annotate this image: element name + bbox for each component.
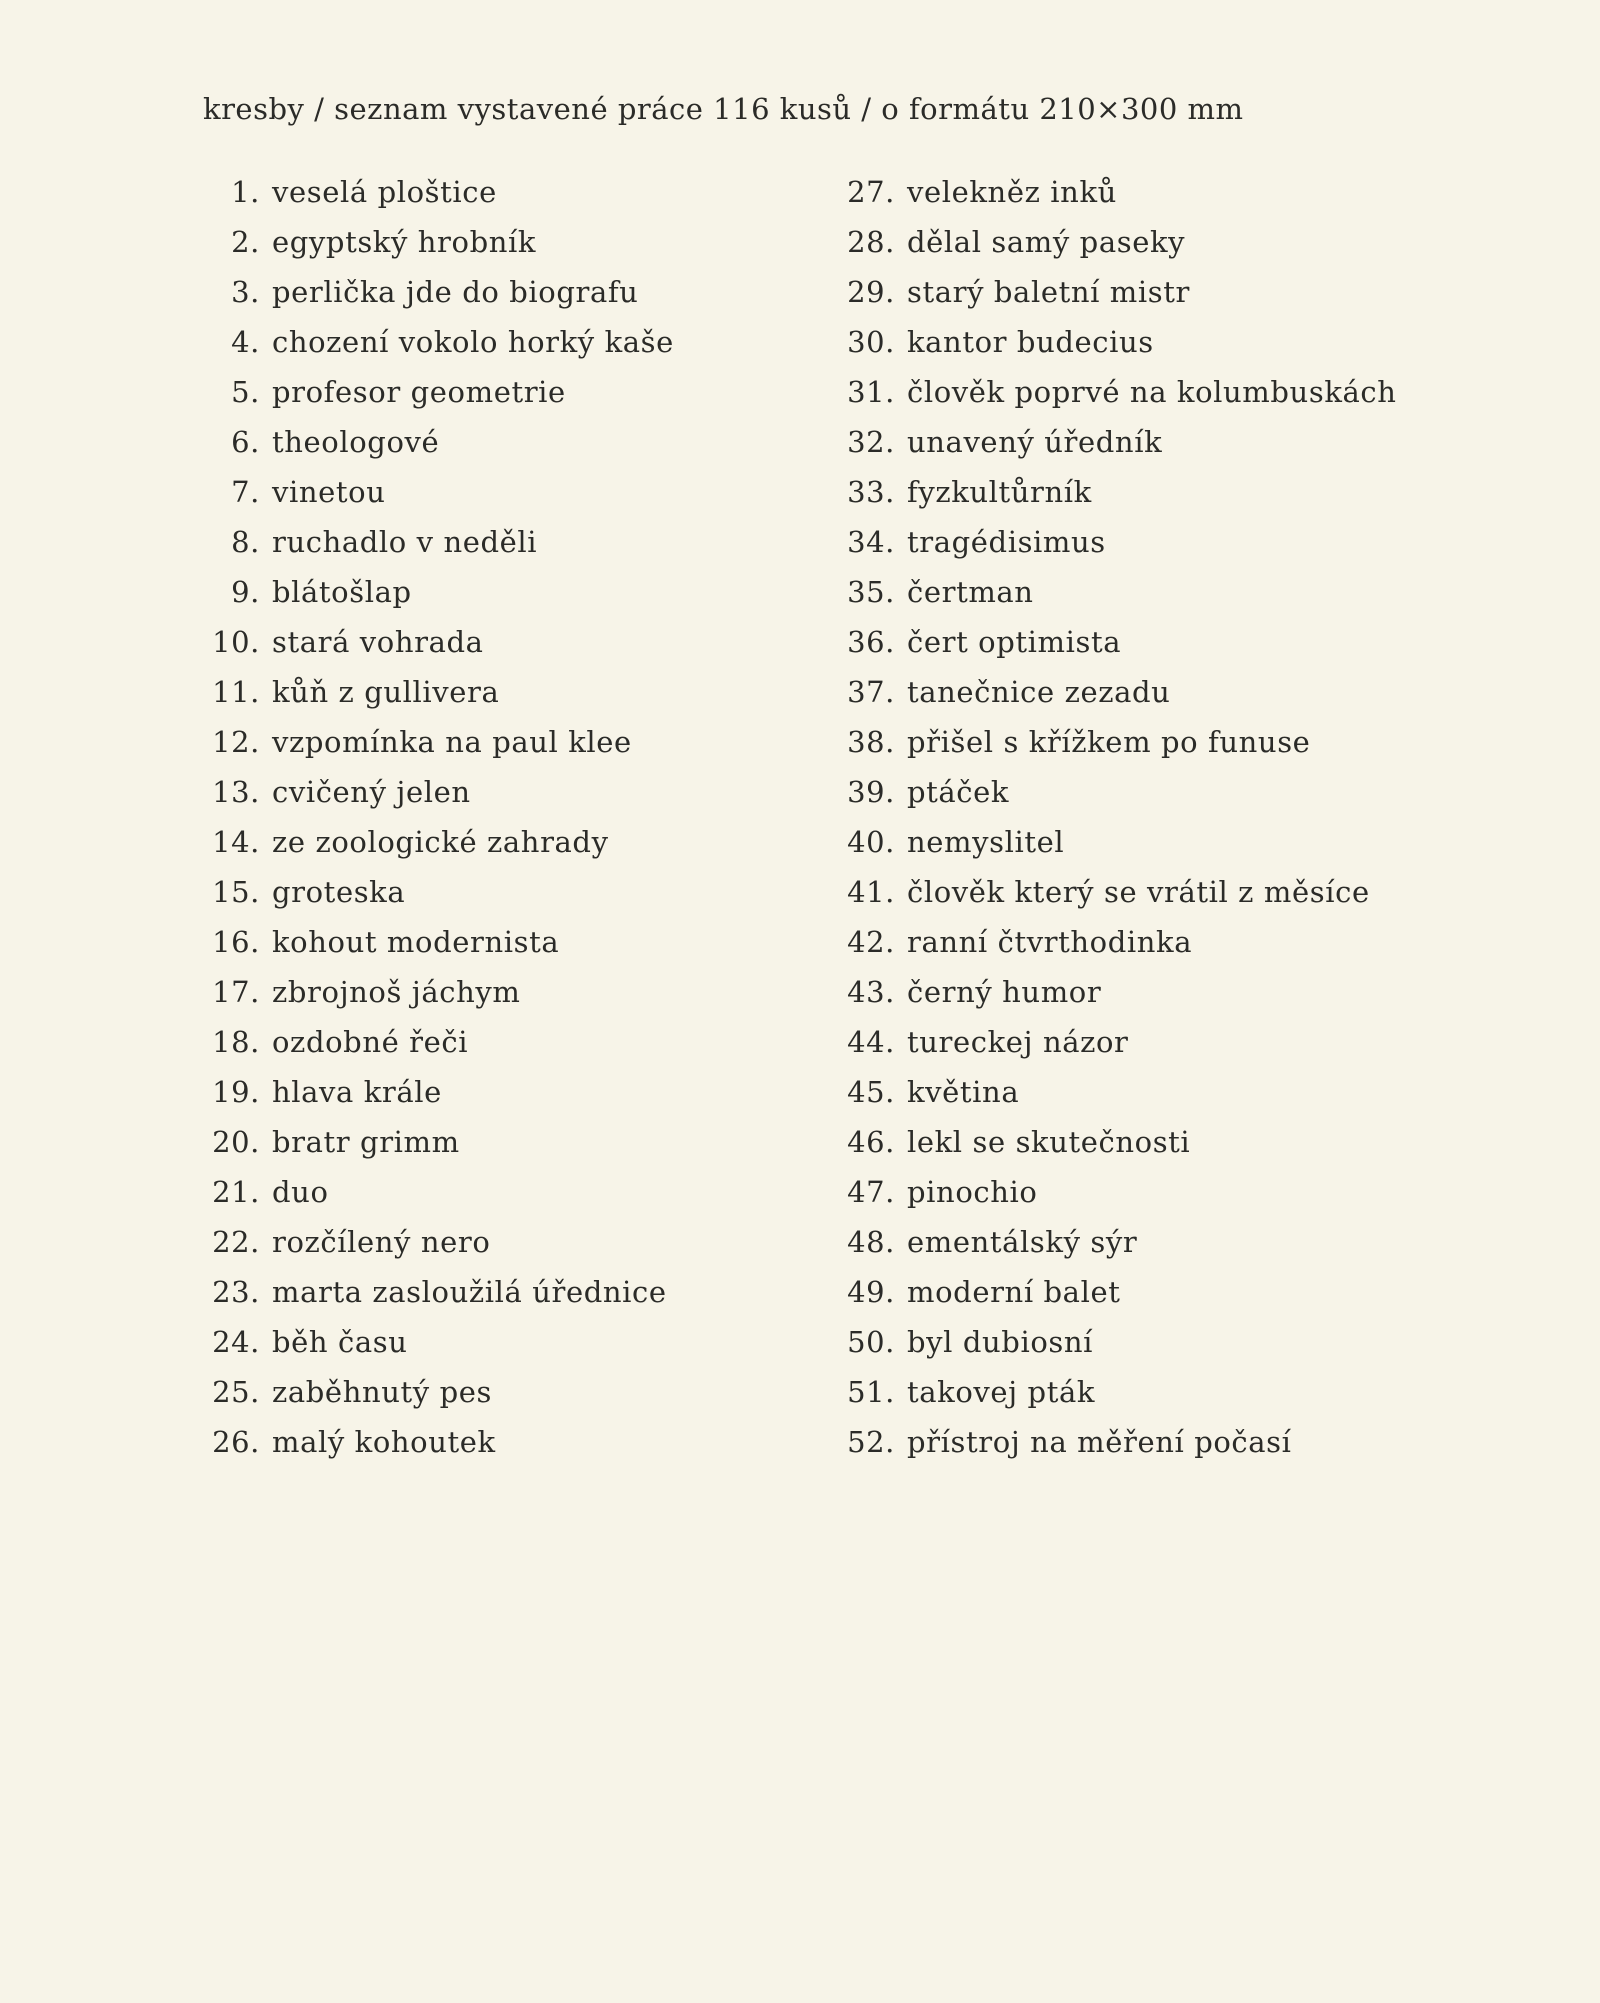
item-title: květina [907,1075,1020,1109]
list-item [190,1367,674,1417]
item-number: 22. [212,1225,260,1259]
item-number: 41. [847,875,895,909]
item-title: ptáček [907,775,1010,809]
item-number: 26. [212,1425,260,1459]
item-title: tanečnice zezadu [907,675,1171,709]
item-number: 51. [847,1375,895,1409]
item-number: 33. [847,475,895,509]
item-number: 8. [231,525,260,559]
item-number: 20. [212,1125,260,1159]
list-item [190,367,674,417]
item-number: 5. [231,375,260,409]
list-item [190,817,674,867]
item-number: 48. [847,1225,895,1259]
list-item [840,317,1397,367]
item-title: malý kohoutek [272,1425,496,1459]
list-item [840,767,1397,817]
item-number: 14. [212,825,260,859]
item-title: kůň z gullivera [272,675,500,709]
item-title: duo [272,1175,329,1209]
item-number: 19. [212,1075,260,1109]
item-number: 43. [847,975,895,1009]
item-number: 52. [847,1425,895,1459]
item-number: 42. [847,925,895,959]
item-title: přišel s křížkem po funuse [907,725,1311,759]
list-item [840,967,1397,1017]
list-item [190,267,674,317]
item-number: 45. [847,1075,895,1109]
list-item [840,217,1397,267]
item-title: takovej pták [907,1375,1096,1409]
item-number: 25. [212,1375,260,1409]
list-item [840,417,1397,467]
item-number: 28. [847,225,895,259]
item-title: starý baletní mistr [907,275,1190,309]
list-item [190,617,674,667]
item-title: theologové [272,425,440,459]
list-item [840,1217,1397,1267]
item-number: 37. [847,675,895,709]
item-title: groteska [272,875,406,909]
item-title: fyzkultůrník [907,475,1092,509]
item-title: veselá ploštice [272,175,497,209]
item-number: 21. [212,1175,260,1209]
item-title: člověk který se vrátil z měsíce [907,875,1370,909]
item-title: rozčílený nero [272,1225,491,1259]
item-title: tureckej názor [907,1025,1129,1059]
right-column-list [840,167,1397,1467]
item-number: 16. [212,925,260,959]
list-item [190,1017,674,1067]
item-number: 3. [231,275,260,309]
list-item [190,317,674,367]
list-item [840,1417,1397,1467]
item-title: bratr grimm [272,1125,460,1159]
list-item [840,667,1397,717]
item-number: 29. [847,275,895,309]
item-title: vinetou [272,475,386,509]
item-number: 11. [212,675,260,709]
item-title: velekněz inků [907,175,1117,209]
item-number: 4. [231,325,260,359]
item-number: 49. [847,1275,895,1309]
list-heading: kresby / seznam vystavené práce 116 kusů / o formátu 210×300 mm [203,92,1244,126]
list-item [840,167,1397,217]
list-item [840,1367,1397,1417]
list-item [190,517,674,567]
list-item [840,817,1397,867]
list-item [190,1167,674,1217]
item-number: 32. [847,425,895,459]
item-title: unavený úředník [907,425,1163,459]
item-number: 36. [847,625,895,659]
item-title: ruchadlo v neděli [272,525,538,559]
item-number: 1. [231,175,260,209]
list-item [840,1117,1397,1167]
item-title: profesor geometrie [272,375,566,409]
item-title: hlava krále [272,1075,442,1109]
list-item [840,367,1397,417]
item-title: člověk poprvé na kolumbuskách [907,375,1397,409]
item-number: 27. [847,175,895,209]
list-item [840,1017,1397,1067]
list-item [840,617,1397,667]
item-number: 30. [847,325,895,359]
list-item [190,717,674,767]
item-number: 15. [212,875,260,909]
item-title: vzpomínka na paul klee [272,725,632,759]
item-title: zaběhnutý pes [272,1375,492,1409]
item-title: tragédisimus [907,525,1106,559]
item-number: 18. [212,1025,260,1059]
list-item [190,1067,674,1117]
item-title: blátošlap [272,575,412,609]
list-item [190,567,674,617]
item-title: čertman [907,575,1034,609]
list-item [190,467,674,517]
list-item [190,917,674,967]
item-number: 34. [847,525,895,559]
list-item [190,1217,674,1267]
item-number: 13. [212,775,260,809]
item-number: 23. [212,1275,260,1309]
list-item [840,467,1397,517]
item-title: marta zasloužilá úřednice [272,1275,667,1309]
item-title: perlička jde do biografu [272,275,639,309]
list-item [190,217,674,267]
item-title: chození vokolo horký kaše [272,325,674,359]
item-number: 50. [847,1325,895,1359]
item-title: pinochio [907,1175,1038,1209]
item-title: lekl se skutečnosti [907,1125,1191,1159]
list-item [190,1117,674,1167]
item-title: ementálský sýr [907,1225,1138,1259]
item-title: egyptský hrobník [272,225,537,259]
item-number: 38. [847,725,895,759]
list-item [190,417,674,467]
item-number: 46. [847,1125,895,1159]
list-item [840,1267,1397,1317]
item-number: 2. [231,225,260,259]
item-number: 35. [847,575,895,609]
item-number: 17. [212,975,260,1009]
list-item [190,967,674,1017]
list-item [840,917,1397,967]
list-item [840,267,1397,317]
item-title: kantor budecius [907,325,1154,359]
item-title: kohout modernista [272,925,560,959]
list-item [190,767,674,817]
list-item [840,567,1397,617]
item-title: moderní balet [907,1275,1121,1309]
list-item [190,167,674,217]
list-item [840,1167,1397,1217]
item-number: 24. [212,1325,260,1359]
list-item [190,1267,674,1317]
list-item [840,1317,1397,1367]
list-item [840,517,1397,567]
item-title: běh času [272,1325,408,1359]
item-title: stará vohrada [272,625,484,659]
item-title: dělal samý paseky [907,225,1186,259]
item-title: ze zoologické zahrady [272,825,609,859]
list-item [190,1417,674,1467]
item-number: 9. [231,575,260,609]
item-title: nemyslitel [907,825,1065,859]
list-item [190,867,674,917]
item-title: černý humor [907,975,1102,1009]
item-number: 47. [847,1175,895,1209]
item-title: ozdobné řeči [272,1025,469,1059]
item-number: 10. [212,625,260,659]
item-title: zbrojnoš jáchym [272,975,521,1009]
list-item [840,717,1397,767]
left-column-list [190,167,674,1467]
item-number: 39. [847,775,895,809]
item-number: 7. [231,475,260,509]
item-title: přístroj na měření počasí [907,1425,1292,1459]
list-item [190,667,674,717]
list-item [840,867,1397,917]
item-number: 40. [847,825,895,859]
item-title: byl dubiosní [907,1325,1094,1359]
list-item [840,1067,1397,1117]
item-title: cvičený jelen [272,775,471,809]
item-number: 12. [212,725,260,759]
item-number: 6. [231,425,260,459]
item-number: 31. [847,375,895,409]
item-number: 44. [847,1025,895,1059]
item-title: čert optimista [907,625,1122,659]
list-item [190,1317,674,1367]
item-title: ranní čtvrthodinka [907,925,1193,959]
